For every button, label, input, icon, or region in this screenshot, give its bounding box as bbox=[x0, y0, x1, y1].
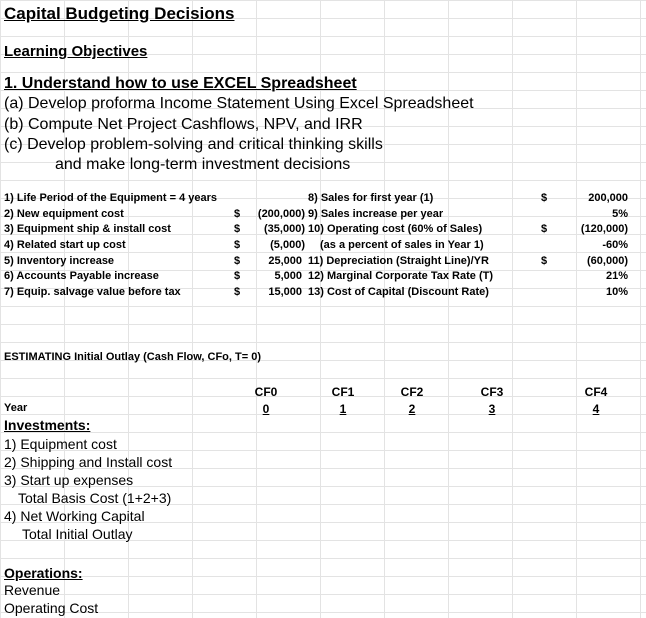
assumption-label[interactable]: 10) Operating cost (60% of Sales) bbox=[308, 223, 483, 235]
cf-year[interactable]: 2 bbox=[408, 402, 416, 416]
currency-symbol: $ bbox=[234, 239, 241, 251]
cf-year[interactable]: 1 bbox=[339, 402, 347, 416]
operations-heading[interactable]: Operations: bbox=[4, 565, 83, 581]
learning-objectives-heading: Learning Objectives bbox=[4, 43, 148, 60]
cf-header[interactable]: CF3 bbox=[480, 385, 504, 399]
assumption-value[interactable]: 25,000 bbox=[268, 255, 302, 267]
currency-symbol: $ bbox=[234, 286, 241, 298]
assumption-value[interactable]: 5,000 bbox=[274, 270, 302, 282]
cf-header[interactable]: CF1 bbox=[331, 385, 355, 399]
assumption-value[interactable]: (120,000) bbox=[580, 223, 628, 235]
assumption-value[interactable]: 5% bbox=[612, 208, 628, 220]
currency-symbol: $ bbox=[234, 208, 241, 220]
investment-row[interactable]: 3) Start up expenses bbox=[4, 472, 134, 488]
assumption-label[interactable]: 11) Depreciation (Straight Line)/YR bbox=[308, 255, 489, 267]
assumption-value[interactable]: 21% bbox=[605, 270, 628, 282]
assumption-label[interactable]: 12) Marginal Corporate Tax Rate (T) bbox=[308, 270, 493, 282]
cf-year[interactable]: 3 bbox=[488, 402, 496, 416]
assumption-label[interactable]: 8) Sales for first year (1) bbox=[308, 192, 434, 204]
assumption-value[interactable]: (60,000) bbox=[587, 255, 628, 267]
assumption-value[interactable]: (5,000) bbox=[270, 239, 305, 251]
operations-row[interactable]: Operating Cost bbox=[4, 600, 99, 616]
currency-symbol: $ bbox=[541, 192, 548, 204]
sheet-title: Capital Budgeting Decisions bbox=[4, 4, 235, 23]
assumption-label[interactable]: 1) Life Period of the Equipment = 4 years bbox=[4, 192, 218, 204]
objective-c-continued: and make long-term investment decisions bbox=[55, 156, 351, 173]
assumption-value[interactable]: 200,000 bbox=[588, 192, 628, 204]
cf-year[interactable]: 0 bbox=[262, 402, 270, 416]
assumption-value[interactable]: 15,000 bbox=[268, 286, 302, 298]
operations-row[interactable]: Revenue bbox=[4, 582, 61, 598]
objective-c: (c) Develop problem-solving and critical thinking skills bbox=[4, 136, 383, 153]
cf-year[interactable]: 4 bbox=[592, 402, 600, 416]
assumption-label[interactable]: 3) Equipment ship & install cost bbox=[4, 223, 171, 235]
investment-row[interactable]: 2) Shipping and Install cost bbox=[4, 454, 173, 470]
currency-symbol: $ bbox=[234, 223, 241, 235]
investment-row[interactable]: Total Basis Cost (1+2+3) bbox=[18, 490, 172, 506]
objective-1: 1. Understand how to use EXCEL Spreadsheet bbox=[4, 75, 357, 92]
assumption-label[interactable]: 4) Related start up cost bbox=[4, 239, 126, 251]
assumption-value[interactable]: (35,000) bbox=[264, 223, 305, 235]
assumption-label[interactable]: 7) Equip. salvage value before tax bbox=[4, 286, 181, 298]
objective-a: (a) Develop proforma Income Statement Using Excel Spreadsheet bbox=[4, 95, 474, 112]
currency-symbol: $ bbox=[541, 223, 548, 235]
currency-symbol: $ bbox=[234, 255, 241, 267]
assumption-value[interactable]: 10% bbox=[605, 286, 628, 298]
assumption-label[interactable]: 2) New equipment cost bbox=[4, 208, 124, 220]
cf-header[interactable]: CF4 bbox=[584, 385, 608, 399]
currency-symbol: $ bbox=[541, 255, 548, 267]
investment-row[interactable]: 4) Net Working Capital bbox=[4, 508, 145, 524]
investment-row[interactable]: 1) Equipment cost bbox=[4, 436, 117, 452]
cf-header[interactable]: CF2 bbox=[400, 385, 424, 399]
assumption-value[interactable]: (200,000) bbox=[257, 208, 305, 220]
year-label[interactable]: Year bbox=[4, 402, 28, 414]
currency-symbol: $ bbox=[234, 270, 241, 282]
investment-row[interactable]: Total Initial Outlay bbox=[22, 526, 133, 542]
assumption-label[interactable]: 6) Accounts Payable increase bbox=[4, 270, 159, 282]
estimating-heading: ESTIMATING Initial Outlay (Cash Flow, CFo, T= 0) bbox=[4, 351, 261, 363]
objective-b: (b) Compute Net Project Cashflows, NPV, and IRR bbox=[4, 116, 363, 133]
assumption-value[interactable]: -60% bbox=[602, 239, 628, 251]
assumption-label[interactable]: 13) Cost of Capital (Discount Rate) bbox=[308, 286, 489, 298]
assumption-label[interactable]: 5) Inventory increase bbox=[4, 255, 115, 267]
assumption-label[interactable]: 9) Sales increase per year bbox=[308, 208, 444, 220]
assumption-label[interactable]: (as a percent of sales in Year 1) bbox=[320, 239, 484, 251]
investments-heading[interactable]: Investments: bbox=[4, 417, 91, 433]
cf-header[interactable]: CF0 bbox=[254, 385, 278, 399]
